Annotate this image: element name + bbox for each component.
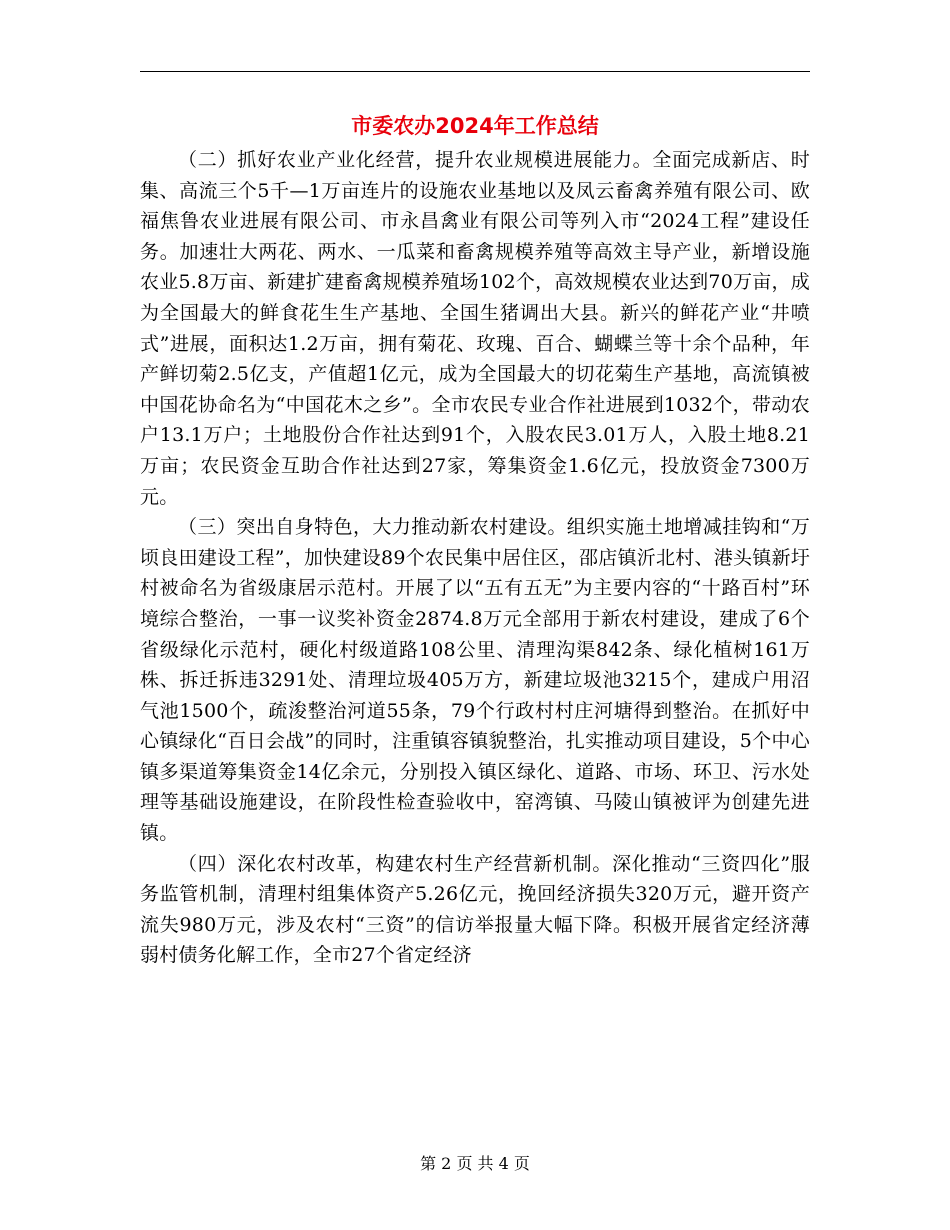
header-rule [140, 71, 810, 72]
document-title: 市委农办2024年工作总结 [351, 114, 599, 138]
page-number-footer: 第 2 页 共 4 页 [420, 1154, 530, 1173]
paragraph-new-countryside-construction: （三）突出自身特色，大力推动新农村建设。组织实施土地增减挂钩和“万顷良田建设工程”，加快建设89个农民集中居住区，邵店镇沂北村、港头镇新圩村被命名为省级康居示范村。开展了以“五有五无”为主要内容的“十路百村”环境综合整治，一事一议奖补资金2874.8万元全部用于新农村建设，建成了6个省级绿化示范村，硬化村级道路108公里、清理沟渠842条、绿化植树161万株、拆迁拆违3291处、清理垃圾405万方，新建垃圾池3215个，建成户用沼气池1500个，疏浚整治河道55条，79个行政村村庄河塘得到整治。在抓好中心镇绿化“百日会战”的同时，注重镇容镇貌整治，扎实推动项目建设，5个中心镇多渠道筹集资金14亿余元，分别投入镇区绿化、道路、市场、环卫、污水处理等基础设施建设，在阶段性检查验收中，窑湾镇、马陵山镇被评为创建先进镇。 [140, 516, 810, 845]
paragraph-rural-reform: （四）深化农村改革，构建农村生产经营新机制。深化推动“三资四化”服务监管机制，清理村组集体资产5.26亿元，挽回经济损失320万元，避开资产流失980万元，涉及农村“三资”的信访举报量大幅下降。积极开展省定经济薄弱村债务化解工作，全市27个省定经济 [140, 852, 810, 967]
paragraph-agriculture-industrialization: （二）抓好农业产业化经营，提升农业规模进展能力。全面完成新店、时集、高流三个5千—1万亩连片的设施农业基地以及凤云畜禽养殖有限公司、欧福焦鲁农业进展有限公司、市永昌禽业有限公司等列入市“2024工程”建设任务。加速壮大两花、两水、一瓜菜和畜禽规模养殖等高效主导产业，新增设施农业5.8万亩、新建扩建畜禽规模养殖场102个，高效规模农业达到70万亩，成为全国最大的鲜食花生生产基地、全国生猪调出大县。新兴的鲜花产业“井喷式”进展，面积达1.2万亩，拥有菊花、玫瑰、百合、蝴蝶兰等十余个品种，年产鲜切菊2.5亿支，产值超1亿元，成为全国最大的切花菊生产基地，高流镇被中国花协命名为“中国花木之乡”。全市农民专业合作社进展到1032个，带动农户13.1万户；土地股份合作社达到91个，入股农民3.01万人，入股土地8.21万亩；农民资金互助合作社达到27家，筹集资金1.6亿元，投放资金7300万元。 [140, 149, 810, 508]
document-body [140, 145, 810, 971]
